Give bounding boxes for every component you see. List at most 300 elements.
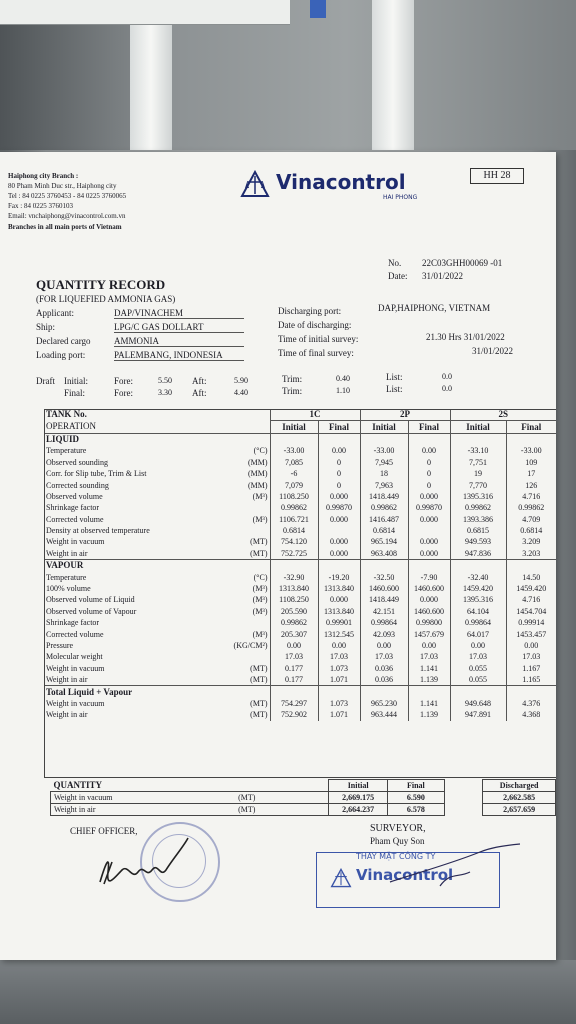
row-label: Corrected volume [46,629,104,639]
value-cell: 1395.316 [450,491,506,502]
brand-name: Vinacontrol [276,170,406,194]
value-cell: 0.000 [318,491,360,502]
value-cell: 0.99864 [450,617,506,628]
branch-address: 80 Pham Minh Duc str., Haiphong city [8,182,117,190]
empty-cell [408,433,450,445]
table-row [44,514,556,525]
table-row [44,606,556,617]
table-row [44,583,556,594]
row-unit: (MM) [247,480,268,490]
value-cell: 7,963 [360,479,408,490]
blue-tab [310,0,326,18]
value-cell: 0.99862 [450,502,506,513]
value-cell: 1.073 [318,663,360,674]
value-cell: 0.000 [408,536,450,547]
row-label: Weight in air [46,548,88,558]
row-label: Density at observed temperature [46,526,150,536]
value-cell: 0.00 [450,640,506,651]
initial-survey-value: 21.30 Hrs 31/01/2022 [426,332,505,342]
table-row [44,594,556,605]
value-cell: 0.99862 [360,502,408,513]
value-cell: 0.6815 [450,525,506,536]
branch-email: Email: vnchaiphong@vinacontrol.com.vn [8,212,126,220]
value-cell: 3.203 [506,548,556,560]
row-unit [226,617,270,628]
row-label: Observed volume of Liquid [46,595,135,605]
value-cell: 1459.420 [506,583,556,594]
brand-city: HAI PHONG [383,194,418,201]
value-cell: 1313.840 [318,583,360,594]
initial-aft: 5.90 [234,376,248,385]
row-label: Observed volume of Vapour [46,606,137,616]
empty-cell [450,433,506,445]
value-cell: 0.000 [318,536,360,547]
doc-no-label: No. [388,258,402,268]
row-label: Weight in vacuum [46,537,105,547]
row-label: 100% volume [46,584,91,594]
value-cell: 7,770 [450,479,506,490]
row-label: Observed sounding [46,457,108,467]
empty-cell [450,686,506,698]
row-unit: (M³) [252,595,268,605]
quantity-initial-header: Initial [329,780,388,792]
fore-label: Fore: [114,376,133,386]
row-unit: (MM) [247,457,268,467]
draft-final-label: Final: [64,388,86,398]
stamp-caption: THAY MẶT CÔNG TY [356,852,436,861]
value-cell: 1457.679 [408,628,450,639]
value-cell: 0.6814 [360,525,408,536]
value-cell: 1313.840 [270,583,318,594]
table-row [44,698,556,709]
empty-cell [408,560,450,572]
row-label: Observed volume [46,491,103,501]
form-code: HH 28 [470,168,524,184]
value-cell: 0.055 [450,663,506,674]
value-cell: 1106.721 [270,514,318,525]
value-cell: -32.40 [450,571,506,582]
cargo-value: AMMONIA [114,336,244,347]
value-cell: -7.90 [408,571,450,582]
value-cell: 4.376 [506,698,556,709]
branch-fax: Fax : 84 0225 3760103 [8,202,73,210]
upper-paper-edge [0,0,290,25]
value-cell: 0.99870 [408,502,450,513]
row-label: Shrinkage factor [46,618,100,628]
value-cell: 1.071 [318,674,360,686]
value-cell: 0.000 [408,491,450,502]
value-cell: 17.03 [270,651,318,662]
value-cell: 0 [408,468,450,479]
initial-fore: 5.50 [158,376,172,385]
value-cell: 0.00 [270,640,318,651]
value-cell: 4.368 [506,709,556,720]
row-label: Pressure [46,641,74,650]
table-row [44,502,556,513]
section-label: LIQUID [46,433,80,444]
table-body [44,433,556,720]
value-cell: 7,751 [450,457,506,468]
row-unit: (MT) [250,537,268,547]
table-row [44,709,556,720]
empty-cell [270,433,318,445]
row-unit: (M³) [252,584,268,594]
tank-no-header: TANK No. [46,409,87,420]
value-cell: 205.307 [270,628,318,639]
branch-name: Haiphong city Branch : [8,172,79,180]
table-row [44,640,556,651]
row-unit: (°C) [253,446,268,456]
table-row [44,479,556,490]
table-row [44,433,556,445]
tank-measurement-table [44,409,556,721]
value-cell: 7,085 [270,457,318,468]
loading-value: PALEMBANG, INDONESIA [114,350,244,361]
empty-cell [360,433,408,445]
final-header: Final [506,421,556,433]
value-cell: 1454.704 [506,606,556,617]
value-cell: 0.036 [360,663,408,674]
row-unit: (M³) [252,629,268,639]
chief-officer-signature [92,832,202,902]
empty-cell [408,686,450,698]
quantity-label: QUANTITY [53,779,103,790]
value-cell: 64.104 [450,606,506,617]
row-label: Corr. for Slip tube, Trim & List [46,469,147,479]
quantity-record-document [0,152,556,960]
value-cell: 0.000 [318,594,360,605]
value-cell: -33.00 [360,445,408,456]
value-cell: 1313.840 [318,606,360,617]
row-label: Temperature [46,572,87,582]
table-row [44,457,556,468]
document-title: QUANTITY RECORD [36,277,166,292]
value-cell: 0.00 [408,640,450,651]
row-label: Weight in vacuum [46,663,105,673]
row-unit: (M³) [252,491,268,501]
trim-label: Trim: [282,374,303,384]
value-cell: 17.03 [506,651,556,662]
row-unit: (M³) [252,606,268,616]
value-cell: 1460.600 [408,606,450,617]
value-cell: 0.00 [360,640,408,651]
value-cell: 109 [506,457,556,468]
final-trim: 1.10 [336,386,350,395]
tank-header: 2P [360,409,450,421]
applicant-value: DAP/VINACHEM [114,308,244,319]
surveyor-name: Pham Quy Son [370,836,425,846]
value-cell: 0.177 [270,674,318,686]
row-label: Corrected volume [46,514,104,524]
row-unit [226,525,270,536]
value-cell: 0 [408,479,450,490]
row-label: Weight in air [46,675,88,685]
row-unit: (MT) [250,675,268,685]
row-unit: (MT) [250,710,268,720]
value-cell: 965.194 [360,536,408,547]
quantity-discharged-header: Discharged [483,780,556,792]
value-cell: 963.444 [360,709,408,720]
value-cell: 17.03 [450,651,506,662]
chief-officer-label: CHIEF OFFICER, [70,826,138,836]
value-cell: 1108.250 [270,491,318,502]
table-row [44,571,556,582]
qty-air-initial: 2,664.237 [329,804,388,816]
value-cell: 7,945 [360,457,408,468]
value-cell: 0.6814 [270,525,318,536]
row-label: Shrinkage factor [46,503,100,513]
value-cell: 1.071 [318,709,360,720]
value-cell: 0.99862 [270,617,318,628]
value-cell: 0.99800 [408,617,450,628]
table-row [44,651,556,662]
value-cell: 205.590 [270,606,318,617]
final-survey-label: Time of final survey: [278,348,354,358]
surveyor-signature [380,842,530,902]
value-cell: 1416.487 [360,514,408,525]
applicant-label: Applicant: [36,308,74,318]
table-row [44,445,556,456]
qty-vacuum-final: 6.590 [388,792,445,804]
branch-network: Branches in all main ports of Vietnam [8,223,122,231]
doc-no: 22C03GHH00069 -01 [422,258,503,268]
row-label: Weight in vacuum [46,698,105,708]
value-cell [318,525,360,536]
empty-cell [360,560,408,572]
initial-header: Initial [450,421,506,433]
value-cell: 42.093 [360,628,408,639]
row-label: Weight in air [46,710,88,720]
list-label: List: [386,372,403,382]
value-cell: 1.141 [408,698,450,709]
qty-air-final: 6.578 [388,804,445,816]
surveyor-label: SURVEYOR, [370,823,426,834]
value-cell [408,525,450,536]
qty-vacuum-unit: (MT) [235,792,329,804]
value-cell: 42.151 [360,606,408,617]
value-cell: 752.725 [270,548,318,560]
value-cell: 1460.600 [360,583,408,594]
value-cell: 0.99914 [506,617,556,628]
table-row [44,617,556,628]
aft-label: Aft: [192,388,207,398]
table-row [44,536,556,547]
vinacontrol-logo [240,170,418,203]
value-cell: 0.00 [318,640,360,651]
final-fore: 3.30 [158,388,172,397]
value-cell: 1418.449 [360,594,408,605]
row-label: Molecular weight [46,652,103,662]
value-cell: 0.036 [360,674,408,686]
row-unit: (KG/CM²) [233,641,268,650]
value-cell: 17.03 [360,651,408,662]
value-cell: -32.50 [360,571,408,582]
value-cell: 17 [506,468,556,479]
value-cell: 947.891 [450,709,506,720]
value-cell: 949.648 [450,698,506,709]
value-cell: 1393.386 [450,514,506,525]
final-header: Final [408,421,450,433]
initial-header: Initial [270,421,318,433]
value-cell: 754.297 [270,698,318,709]
branch-tel: Tel : 84 0225 3760453 - 84 0225 3760065 [8,192,127,200]
quantity-final-header: Final [388,780,445,792]
empty-cell [360,686,408,698]
table-row [44,663,556,674]
value-cell: -32.90 [270,571,318,582]
value-cell: 0 [318,479,360,490]
value-cell: 1395.316 [450,594,506,605]
value-cell: 1459.420 [450,583,506,594]
tank-header: 2S [450,409,556,421]
stamp-brand: Vinacontrol [356,866,454,884]
qty-vacuum-label: Weight in vacuum [51,792,236,804]
value-cell: 0.00 [318,445,360,456]
tank-header: 1C [270,409,360,421]
row-label: Temperature [46,446,87,456]
row-unit: (MT) [250,698,268,708]
value-cell: 1460.600 [408,583,450,594]
value-cell: 1.141 [408,663,450,674]
cargo-label: Declared cargo [36,336,91,346]
list-label: List: [386,384,403,394]
date-discharging-label: Date of discharging: [278,320,352,330]
value-cell: 1.139 [408,709,450,720]
value-cell: -33.10 [450,445,506,456]
value-cell: 1453.457 [506,628,556,639]
value-cell: 1418.449 [360,491,408,502]
table-row [44,628,556,639]
value-cell: 0.000 [408,594,450,605]
empty-cell [270,560,318,572]
value-cell: 947.836 [450,548,506,560]
value-cell: 0 [408,457,450,468]
value-cell: 1108.250 [270,594,318,605]
value-cell: 0 [318,468,360,479]
value-cell: 754.120 [270,536,318,547]
quantity-table [50,779,556,816]
value-cell: 0.99864 [360,617,408,628]
trim-label: Trim: [282,386,303,396]
final-list: 0.0 [442,384,452,393]
section-label: VAPOUR [44,560,270,572]
row-unit [226,502,270,513]
table-row [44,468,556,479]
value-cell: 126 [506,479,556,490]
value-cell: -33.00 [506,445,556,456]
value-cell: 752.902 [270,709,318,720]
section-label: Total Liquid + Vapour [44,686,270,698]
empty-cell [506,433,556,445]
value-cell: 0.99870 [318,502,360,513]
value-cell: 949.593 [450,536,506,547]
value-cell: 0.6814 [506,525,556,536]
empty-cell [318,560,360,572]
value-cell: 0 [318,457,360,468]
empty-cell [450,560,506,572]
empty-cell [318,686,360,698]
value-cell: 4.709 [506,514,556,525]
table-row [44,686,556,698]
value-cell: 0.177 [270,663,318,674]
initial-survey-label: Time of initial survey: [278,334,359,344]
value-cell: 965.230 [360,698,408,709]
value-cell: 1.165 [506,674,556,686]
discharging-label: Discharging port: [278,306,342,316]
value-cell: 1.073 [318,698,360,709]
value-cell: 0.00 [506,640,556,651]
table-row [44,491,556,502]
value-cell: 0.99901 [318,617,360,628]
value-cell: 18 [360,468,408,479]
value-cell: 19 [450,468,506,479]
discharging-value: DAP,HAIPHONG, VIETNAM [378,303,491,313]
row-unit [226,651,270,662]
row-unit: (MT) [250,548,268,558]
initial-trim: 0.40 [336,374,350,383]
background-floor [0,960,576,1024]
value-cell: 0.000 [318,548,360,560]
value-cell: 0.99862 [270,502,318,513]
qty-vacuum-initial: 2,669.175 [329,792,388,804]
empty-cell [270,686,318,698]
value-cell: 1.167 [506,663,556,674]
final-aft: 4.40 [234,388,248,397]
document-subtitle: (FOR LIQUEFIED AMMONIA GAS) [36,294,176,304]
value-cell: 17.03 [318,651,360,662]
operation-header: OPERATION [44,421,270,433]
final-survey-value: 31/01/2022 [472,346,514,356]
draft-label: Draft [36,376,55,386]
value-cell: 0.000 [318,514,360,525]
draft-initial-label: Initial: [64,376,88,386]
value-cell: 1312.545 [318,628,360,639]
wall-pillar [372,0,414,150]
qty-air-discharged: 2,657.659 [483,804,556,816]
empty-cell [318,433,360,445]
stamp-scale-icon [330,868,352,888]
value-cell: -33.00 [270,445,318,456]
row-unit: (MM) [247,469,268,479]
value-cell: 4.716 [506,491,556,502]
value-cell: 963.408 [360,548,408,560]
value-cell: 1.139 [408,674,450,686]
value-cell: 3.209 [506,536,556,547]
empty-cell [506,560,556,572]
row-unit: (MT) [250,663,268,673]
loading-label: Loading port: [36,350,86,360]
qty-vacuum-discharged: 2,662.585 [483,792,556,804]
value-cell: 7,079 [270,479,318,490]
table-row [44,548,556,560]
value-cell: 0.000 [408,514,450,525]
empty-cell [506,686,556,698]
value-cell: 17.03 [408,651,450,662]
fore-label: Fore: [114,388,133,398]
value-cell: 0.000 [408,548,450,560]
row-unit: (°C) [253,572,268,582]
value-cell: 4.716 [506,594,556,605]
ship-value: LPG/C GAS DOLLART [114,322,244,333]
table-row [44,525,556,536]
value-cell: 14.50 [506,571,556,582]
value-cell: -6 [270,468,318,479]
value-cell: -19.20 [318,571,360,582]
doc-date-label: Date: [388,271,408,281]
qty-air-unit: (MT) [235,804,329,816]
row-label: Corrected sounding [46,480,109,490]
value-cell: 64.017 [450,628,506,639]
